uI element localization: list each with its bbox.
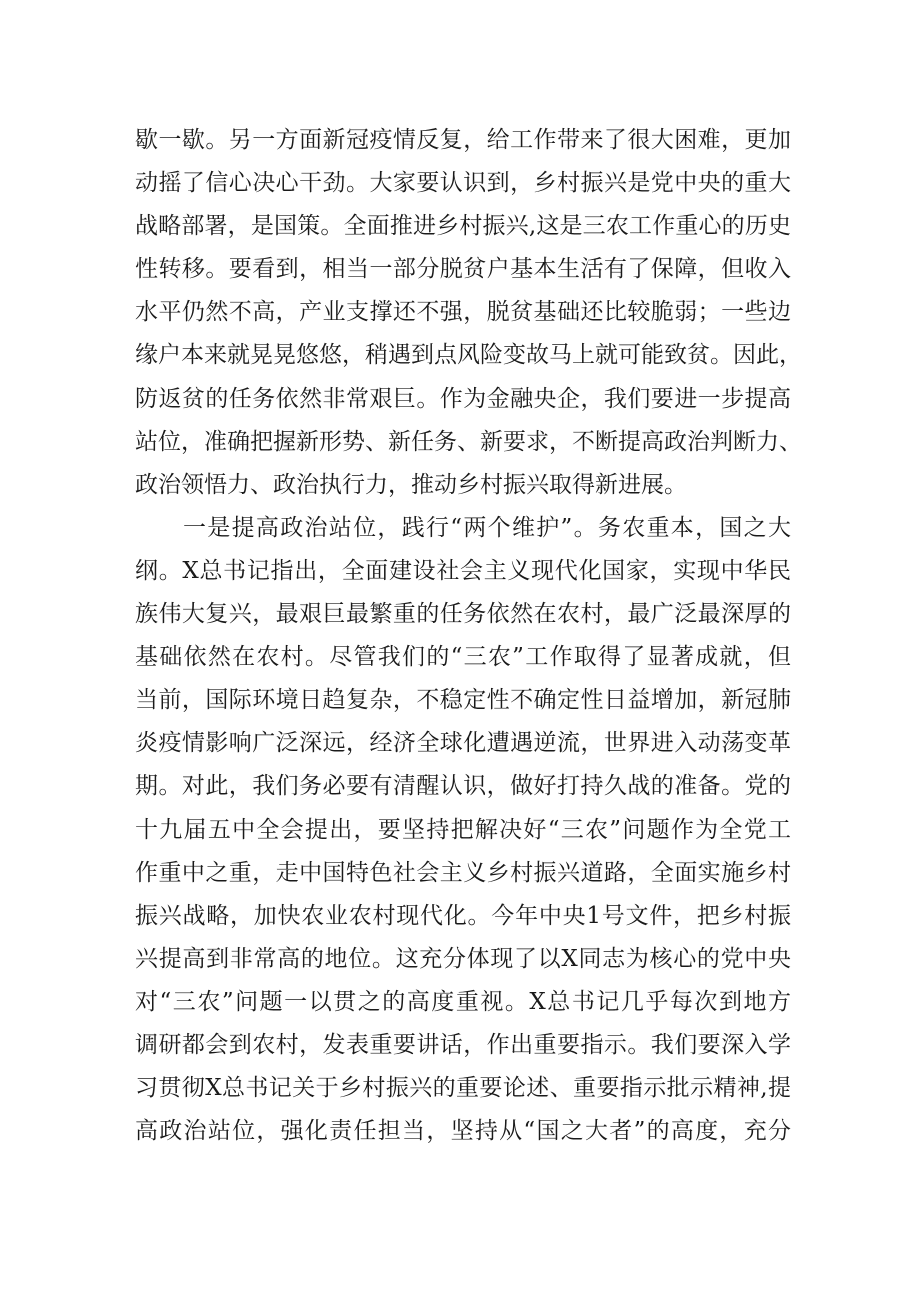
text-line: 缘户本来就晃晃悠悠，稍遇到点风险变故马上就可能致贫。因此，	[135, 342, 802, 369]
text-line: 歇一歇。另一方面新冠疫情反复，给工作带来了很大困难，更加	[135, 127, 791, 153]
text-line: 基础依然在农村。尽管我们的“三农”工作取得了显著成就，但	[135, 644, 791, 671]
text-line: 纲。X总书记指出，全面建设社会主义现代化国家，实现中华民	[135, 557, 791, 584]
text-line: 兴提高到非常高的地位。这充分体现了以X同志为核心的党中央	[135, 945, 791, 972]
text-line: 作重中之重，走中国特色社会主义乡村振兴道路，全面实施乡村	[135, 859, 791, 886]
text-line: 战略部署，是国策。全面推进乡村振兴,这是三农工作重心的历史	[135, 213, 791, 240]
text-line: 防返贫的任务依然非常艰巨。作为金融央企，我们要进一步提高	[135, 385, 791, 412]
text-line: 振兴战略，加快农业农村现代化。今年中央1号文件，把乡村振	[135, 902, 791, 929]
text-line: 习贯彻X总书记关于乡村振兴的重要论述、重要指示批示精神,提	[135, 1075, 791, 1102]
text-line: 性转移。要看到，相当一部分脱贫户基本生活有了保障，但收入	[135, 256, 791, 283]
text-line: 期。对此，我们务必要有清醒认识，做好打持久战的准备。党的	[135, 773, 791, 800]
text-line: 站位，准确把握新形势、新任务、新要求，不断提高政治判断力、	[135, 428, 802, 455]
text-line: 高政治站位，强化责任担当，坚持从“国之大者”的高度，充分	[135, 1118, 791, 1145]
text-line: 对“三农”问题一以贯之的高度重视。X总书记几乎每次到地方	[135, 988, 791, 1015]
text-line: 当前，国际环境日趋复杂，不稳定性不确定性日益增加，新冠肺	[135, 687, 791, 714]
text-line: 政治领悟力、政治执行力，推动乡村振兴取得新进展。	[135, 471, 687, 498]
text-line: 炎疫情影响广泛深远，经济全球化遭遇逆流，世界进入动荡变革	[135, 730, 791, 757]
body-text	[135, 119, 802, 1153]
text-line: 调研都会到农村，发表重要讲话，作出重要指示。我们要深入学	[135, 1031, 791, 1058]
text-line: 动摇了信心决心干劲。大家要认识到，乡村振兴是党中央的重大	[135, 170, 791, 197]
text-line: 族伟大复兴，最艰巨最繁重的任务依然在农村，最广泛最深厚的	[135, 601, 791, 628]
text-line: 十九届五中全会提出，要坚持把解决好“三农”问题作为全党工	[135, 816, 791, 843]
text-line: 一是提高政治站位，践行“两个维护”。务农重本，国之大	[183, 514, 791, 541]
text-line: 水平仍然不高，产业支撑还不强，脱贫基础还比较脆弱；一些边	[135, 299, 791, 326]
